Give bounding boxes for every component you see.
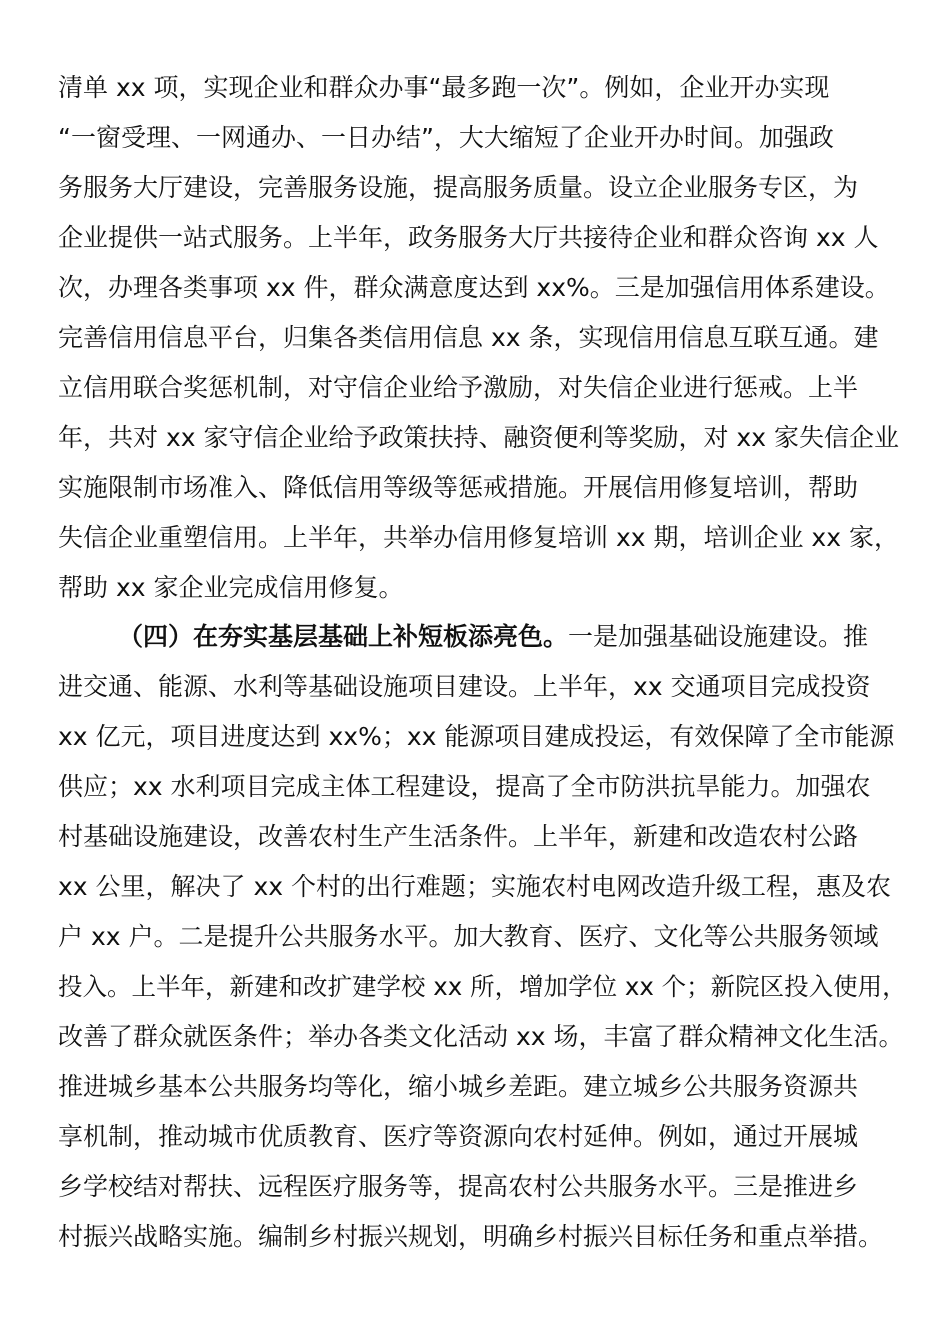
section-heading: （四）在夯实基层基础上补短板添亮色。 (118, 622, 569, 651)
paragraph-line: 完善信用信息平台，归集各类信用信息 xx 条，实现信用信息互联互通。建 (58, 323, 879, 352)
paragraph-line: 村振兴战略实施。编制乡村振兴规划，明确乡村振兴目标任务和重点举措。 (58, 1222, 884, 1251)
paragraph-line: 享机制，推动城市优质教育、医疗等资源向农村延伸。例如，通过开展城 (58, 1122, 859, 1151)
paragraph-line: 立信用联合奖惩机制，对守信企业给予激励，对失信企业进行惩戒。上半 (58, 373, 859, 402)
paragraph-line: 清单 xx 项，实现企业和群众办事“最多跑一次”。例如，企业开办实现 (58, 73, 830, 102)
paragraph-line: 户 xx 户。二是提升公共服务水平。加大教育、医疗、文化等公共服务领域 (58, 922, 879, 951)
paragraph-line: xx 亿元，项目进度达到 xx%；xx 能源项目建成投运，有效保障了全市能源 (58, 722, 895, 751)
paragraph-line: 推进城乡基本公共服务均等化，缩小城乡差距。建立城乡公共服务资源共 (58, 1072, 859, 1101)
section-first-line-text: 一是加强基础设施建设。推 (568, 622, 869, 651)
paragraph-line: 次，办理各类事项 xx 件，群众满意度达到 xx%。三是加强信用体系建设。 (58, 273, 890, 302)
paragraph-line: 改善了群众就医条件；举办各类文化活动 xx 场，丰富了群众精神文化生活。 (58, 1022, 904, 1051)
paragraph-line: 供应；xx 水利项目完成主体工程建设，提高了全市防洪抗旱能力。加强农 (58, 772, 871, 801)
section-first-line (118, 612, 910, 662)
paragraph-line: xx 公里，解决了 xx 个村的出行难题；实施农村电网改造升级工程，惠及农 (58, 872, 892, 901)
paragraph-line: 务服务大厅建设，完善服务设施，提高服务质量。设立企业服务专区，为 (58, 173, 859, 202)
paragraph-line: 年，共对 xx 家守信企业给予政策扶持、融资便利等奖励，对 xx 家失信企业 (58, 423, 899, 452)
paragraph-line: 企业提供一站式服务。上半年，政务服务大厅共接待企业和群众咨询 xx 人 (58, 223, 879, 252)
paragraph-line: 实施限制市场准入、降低信用等级等惩戒措施。开展信用修复培训，帮助 (58, 473, 859, 502)
paragraph-line: 进交通、能源、水利等基础设施项目建设。上半年，xx 交通项目完成投资 (58, 672, 871, 701)
paragraph-line: 乡学校结对帮扶、远程医疗服务等，提高农村公共服务水平。三是推进乡 (58, 1172, 859, 1201)
paragraph-line: “一窗受理、一网通办、一日办结”，大大缩短了企业开办时间。加强政 (58, 123, 834, 152)
paragraph-line: 村基础设施建设，改善农村生产生活条件。上半年，新建和改造农村公路 (58, 822, 859, 851)
paragraph-line: 帮助 xx 家企业完成信用修复。 (58, 573, 404, 602)
paragraph-line: 失信企业重塑信用。上半年，共举办信用修复培训 xx 期，培训企业 xx 家， (58, 523, 899, 552)
paragraph-line: 投入。上半年，新建和改扩建学校 xx 所，增加学位 xx 个；新院区投入使用， (58, 972, 907, 1001)
